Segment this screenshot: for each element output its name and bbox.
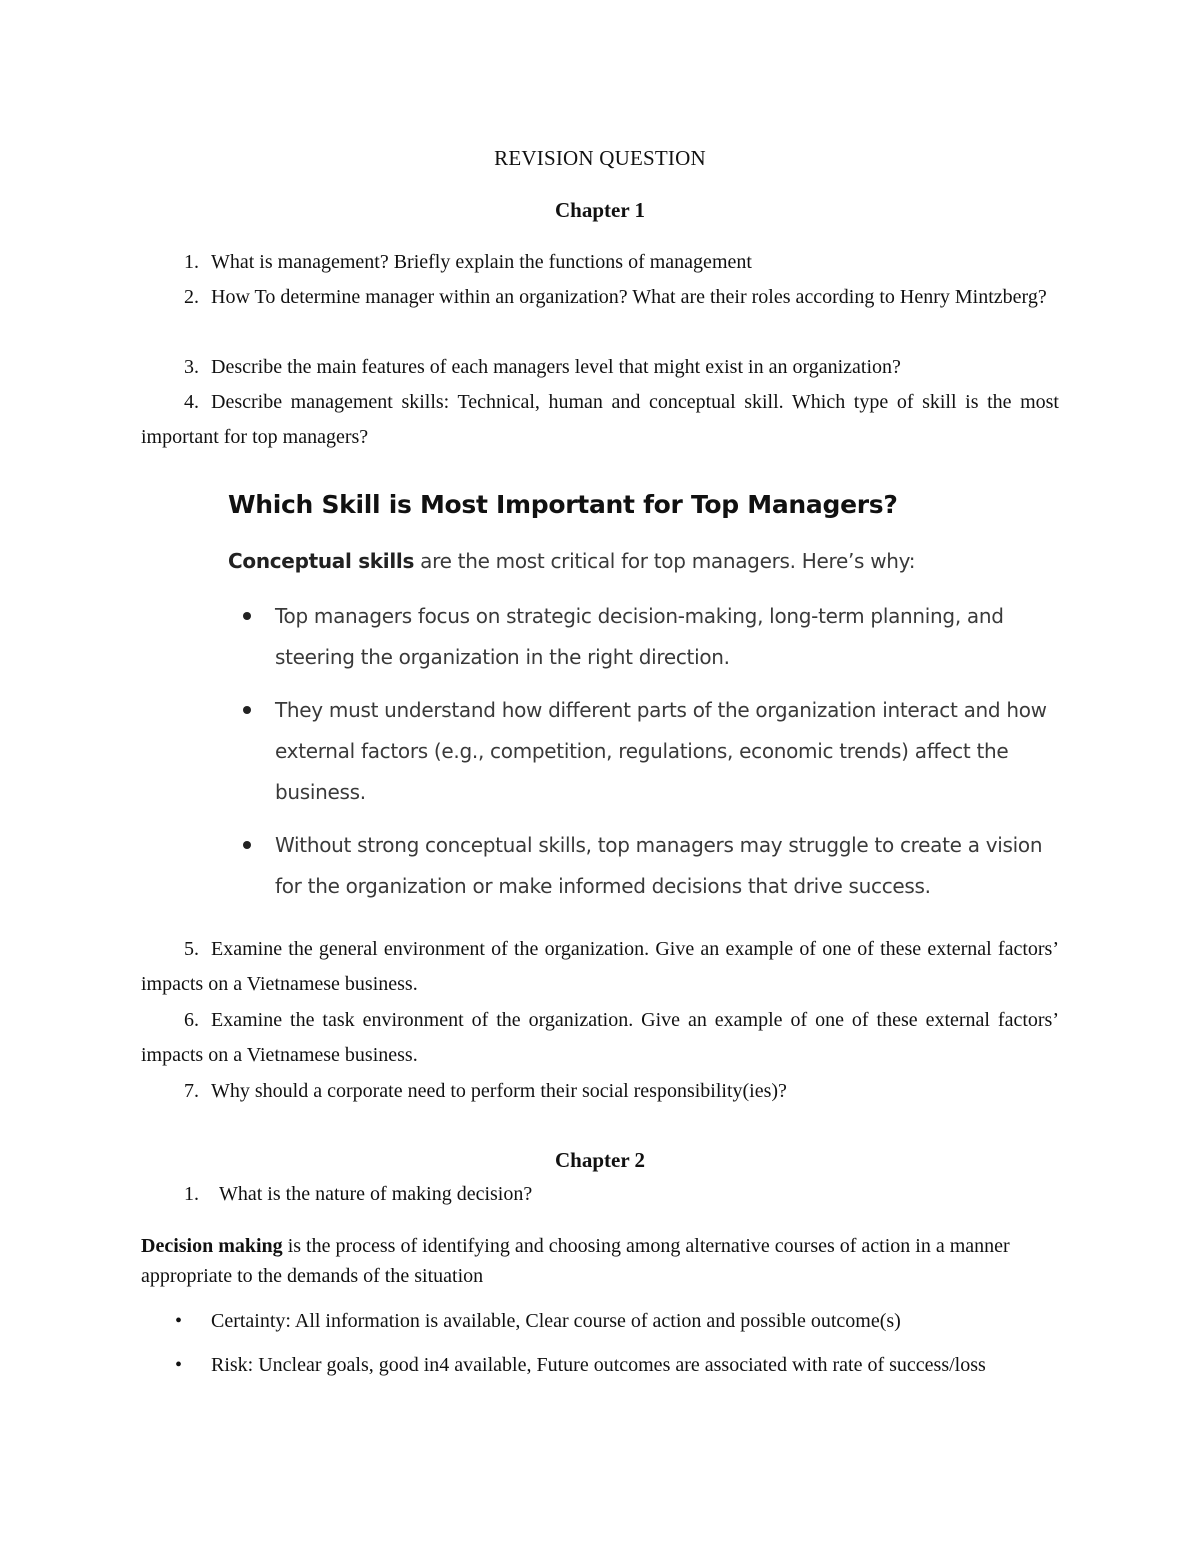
question-number: 5. bbox=[184, 938, 199, 960]
question-text: Why should a corporate need to perform their social responsibility(ies)? bbox=[211, 1080, 787, 1102]
question-number: 6. bbox=[184, 1009, 199, 1031]
question-number: 4. bbox=[184, 391, 199, 413]
question-number: 7. bbox=[184, 1080, 199, 1102]
decision-conditions-list bbox=[141, 1306, 1059, 1394]
bullet-dot-icon bbox=[243, 706, 251, 714]
question-number: 2. bbox=[184, 286, 199, 308]
chapter-1-question-4 bbox=[141, 385, 1059, 455]
chapter-1-question-5 bbox=[141, 932, 1059, 1002]
inset-intro bbox=[228, 546, 1068, 576]
question-text: What is the nature of making decision? bbox=[219, 1183, 533, 1205]
inset-bullet-text: Top managers focus on strategic decision-making, long-term planning, and steering the organization in the right direction. bbox=[275, 604, 1004, 669]
question-number: 1. bbox=[184, 1183, 199, 1205]
inset-bullet bbox=[228, 825, 1068, 907]
inset-intro-bold: Conceptual skills bbox=[228, 549, 415, 573]
answer-inset bbox=[228, 480, 1068, 919]
inset-bullet-text: Without strong conceptual skills, top managers may struggle to create a vision for the organization or make informed decisions that drive success. bbox=[275, 833, 1043, 898]
bullet-icon: • bbox=[175, 1354, 183, 1376]
bullet-dot-icon bbox=[243, 612, 251, 620]
inset-bullet-list bbox=[228, 596, 1068, 907]
question-text: Examine the general environment of the organization. Give an example of one of these external factors’ impacts on a Vietnamese business. bbox=[141, 938, 1059, 995]
inset-bullet bbox=[228, 596, 1068, 678]
question-number: 1. bbox=[184, 251, 199, 273]
question-text: Describe management skills: Technical, human and conceptual skill. Which type of skill is the most important for top managers? bbox=[141, 391, 1059, 448]
inset-bullet-text: They must understand how different parts of the organization interact and how external factors (e.g., competition, regulations, economic trends) affect the business. bbox=[275, 698, 1047, 804]
chapter-1-question-3 bbox=[141, 350, 1059, 385]
document-title: REVISION QUESTION bbox=[494, 146, 706, 170]
chapter-1-question-6 bbox=[141, 1003, 1059, 1073]
chapter-1-heading: Chapter 1 bbox=[554, 198, 646, 222]
inset-bullet bbox=[228, 690, 1068, 813]
list-item bbox=[141, 1306, 1059, 1336]
question-text: What is management? Briefly explain the functions of management bbox=[211, 251, 752, 273]
decision-making-definition bbox=[141, 1231, 1059, 1291]
question-text: How To determine manager within an organization? What are their roles according to Henry Mintzberg? bbox=[211, 286, 1047, 308]
list-item bbox=[141, 1350, 1059, 1380]
question-text: Examine the task environment of the organization. Give an example of one of these external factors’ impacts on a Vietnamese business. bbox=[141, 1009, 1059, 1066]
chapter-1-question-1 bbox=[141, 245, 1059, 280]
inset-intro-rest: are the most critical for top managers. Here’s why: bbox=[414, 549, 916, 573]
chapter-1-question-2 bbox=[141, 280, 1059, 315]
bullet-icon: • bbox=[175, 1310, 183, 1332]
list-item-text: Risk: Unclear goals, good in4 available, Future outcomes are associated with rate of success/loss bbox=[211, 1354, 986, 1376]
bullet-dot-icon bbox=[243, 841, 251, 849]
list-item-text: Certainty: All information is available, Clear course of action and possible outcome(s) bbox=[211, 1310, 901, 1332]
chapter-2-heading: Chapter 2 bbox=[554, 1148, 646, 1172]
chapter-2-question-1 bbox=[141, 1177, 1059, 1212]
definition-text: is the process of identifying and choosing among alternative courses of action in a manner appropriate to the demands of the situation bbox=[141, 1235, 1010, 1287]
question-number: 3. bbox=[184, 356, 199, 378]
chapter-1-question-7 bbox=[141, 1074, 1059, 1109]
question-text: Describe the main features of each managers level that might exist in an organization? bbox=[211, 356, 901, 378]
inset-title: Which Skill is Most Important for Top Managers? bbox=[228, 490, 898, 519]
definition-term: Decision making bbox=[141, 1235, 283, 1257]
